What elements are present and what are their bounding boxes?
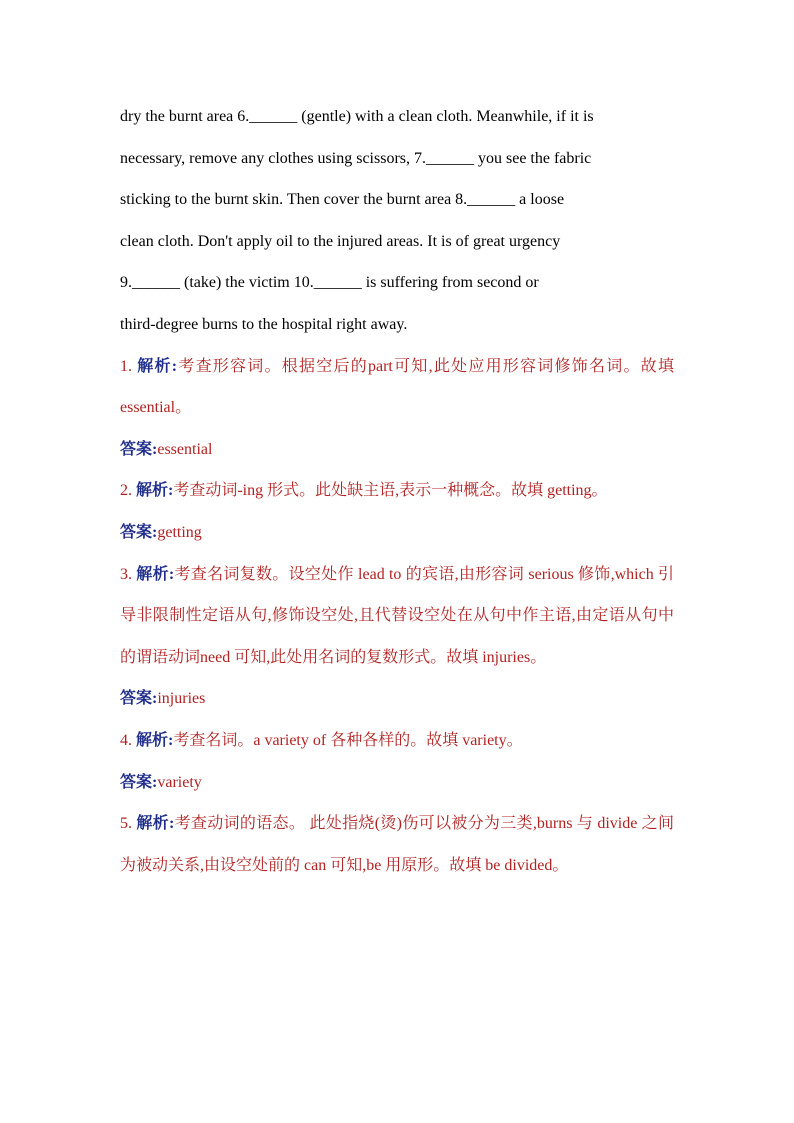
- explanation: [120, 470, 674, 512]
- explanation-item-1: [120, 346, 674, 471]
- item-number: 3.: [120, 565, 132, 583]
- answer: [120, 762, 674, 804]
- answer-value: essential: [157, 440, 213, 458]
- explanation: [120, 720, 674, 762]
- answer-value: variety: [157, 773, 202, 791]
- passage-line: clean cloth. Don't apply oil to the injured areas. It is of great urgency: [120, 232, 561, 250]
- explanation-item-5: [120, 803, 674, 886]
- explanation-item-3: [120, 554, 674, 720]
- item-number: 1.: [120, 357, 132, 375]
- answer: [120, 429, 674, 471]
- explanation-text: 考查动词的语态。 此处指烧(烫)伤可以被分为三类,burns 与 divide 之间为被动关系,由设空处前的 can 可知,be 用原形。故填 be divided。: [120, 815, 674, 874]
- explanation-text: 考查名词复数。设空处作 lead to 的宾语,由形容词 serious 修饰,which 引导非限制性定语从句,修饰设空处,且代替设空处在从句中作主语,由定语从句中的谓语动词need 可知,此处用名词的复数形式。故填 injuries。: [120, 565, 674, 666]
- explanation-text: 考查动词-ing 形式。此处缺主语,表示一种概念。故填 getting。: [173, 482, 608, 500]
- passage-line: sticking to the burnt skin. Then cover the burnt area 8.______ a loose: [120, 191, 565, 209]
- document-page: [120, 96, 674, 886]
- explanation: [120, 554, 674, 679]
- passage-line: third-degree burns to the hospital right away.: [120, 315, 408, 333]
- answer-value: injuries: [157, 690, 206, 708]
- explanation-item-4: [120, 720, 674, 803]
- explanation-label: 解析:: [136, 731, 174, 749]
- answer: [120, 512, 674, 554]
- explanation-text: 考查名词。a variety of 各种各样的。故填 variety。: [173, 731, 523, 749]
- item-number: 4.: [120, 731, 132, 749]
- explanation-label: 解析:: [136, 815, 175, 833]
- explanation-label: 解析:: [137, 357, 178, 375]
- passage-line: dry the burnt area 6.______ (gentle) with a clean cloth. Meanwhile, if it is: [120, 108, 594, 125]
- answer: [120, 678, 674, 720]
- answer-label: 答案:: [120, 773, 158, 791]
- passage: [120, 96, 674, 346]
- explanation: [120, 346, 674, 429]
- explanation-text: 考查形容词。根据空后的part可知,此处应用形容词修饰名词。故填 essential。: [120, 357, 674, 417]
- passage-line: 9.______ (take) the victim 10.______ is suffering from second or: [120, 274, 539, 292]
- answer-value: getting: [157, 523, 202, 541]
- answer-label: 答案:: [120, 690, 158, 708]
- item-number: 5.: [120, 815, 132, 833]
- passage-line: necessary, remove any clothes using scissors, 7.______ you see the fabric: [120, 149, 592, 167]
- explanation: [120, 803, 674, 886]
- explanation-label: 解析:: [136, 482, 174, 500]
- answer-label: 答案:: [120, 523, 158, 541]
- explanation-label: 解析:: [136, 565, 175, 583]
- item-number: 2.: [120, 482, 132, 500]
- explanation-item-2: [120, 470, 674, 553]
- answer-label: 答案:: [120, 440, 158, 458]
